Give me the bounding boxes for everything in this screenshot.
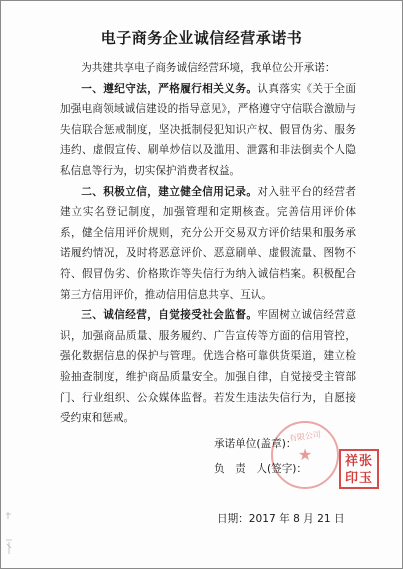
signature-date: 日期：2017 年 8 月 21 日 <box>217 513 345 525</box>
seal-star-icon: ★ <box>297 445 313 464</box>
margin-scribble-mark <box>4 510 14 556</box>
document-title: 电子商务企业诚信经营承诺书 <box>100 29 303 47</box>
personal-seal-line-2: 印玉 <box>344 471 373 486</box>
section-paragraph-1 <box>60 79 356 182</box>
personal-seal-line-1: 祥张 <box>344 454 373 469</box>
company-seal-text: 有限公司 <box>288 429 322 444</box>
section-text-2: 对入驻平台的经营者建立实名登记制度，加强管理和定期核查。完善信用评价体系，健全信用评价规则，充分公开交易双方评价结果和服务承诺履约情况，及时将恶意评价、恶意刷单、虚假流量、图物不符、假冒伪劣、价格欺诈等失信行为纳入诚信档案。积极配合第三方信用评价，推动信用信息共享、互认。 <box>60 185 357 301</box>
document-body <box>60 58 356 429</box>
personal-seal-stamp <box>339 449 379 489</box>
section-heading-1: 一、遵纪守法，严格履行相关义务。 <box>81 82 258 95</box>
section-text-1: 认真落实《关于全面加强电商领域诚信建设的指导意见》，严格遵守守信联合激励与失信联合惩戒制度，坚决抵制侵犯知识产权、假冒伪劣、服务违约、虚假宣传、刷单炒信以及滥用、泄露和非法倒卖个人隐私信息等行为，切实保护消费者权益。 <box>60 82 357 177</box>
company-seal-stamp <box>271 421 339 489</box>
section-text-3: 牢固树立诚信经营意识，加强商品质量、服务履约、广告宣传等方面的信用管控，强化数据信息的保护与管理。优选合格可靠供货渠道，建立检验抽查制度，维护商品质量安全。加强自律，自觉接受主管部门、行业组织、公众媒体监督。若发生违法失信行为，自愿接受约束和惩戒。 <box>60 309 357 425</box>
section-paragraph-2 <box>60 182 356 306</box>
section-heading-2: 二、积极立信，建立健全信用记录。 <box>81 185 258 198</box>
intro-paragraph: 为共建共享电子商务诚信经营环境，我单位公开承诺： <box>81 62 336 74</box>
section-heading-3: 三、诚信经营，自觉接受社会监督。 <box>81 309 258 322</box>
section-paragraph-3 <box>60 305 356 429</box>
signature-unit-label: 承诺单位(盖章)： <box>214 438 297 450</box>
signature-person-label: 负 责 人(签字)： <box>214 463 308 475</box>
